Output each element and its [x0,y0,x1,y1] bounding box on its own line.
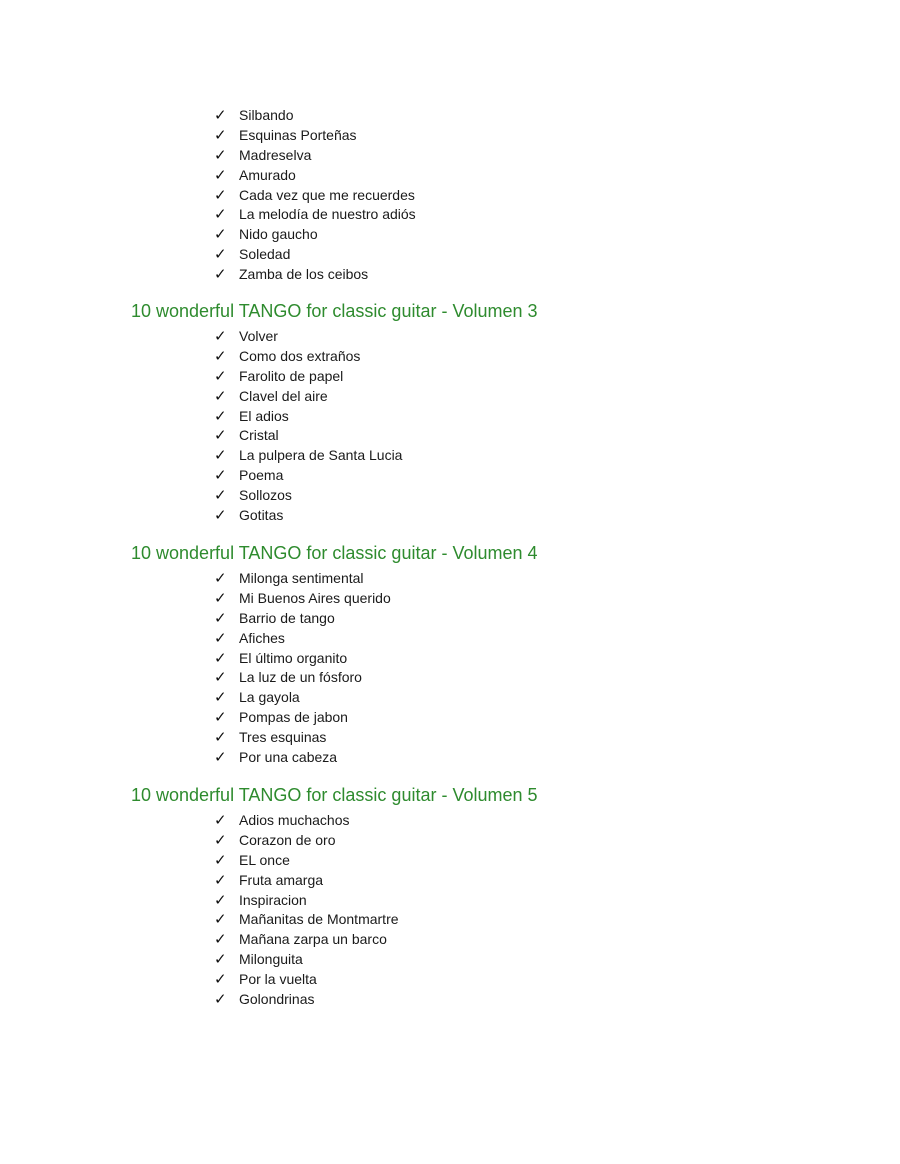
track-name: Farolito de papel [239,367,344,384]
track-item [214,569,391,589]
checkmark-icon: ✓ [214,991,227,1009]
track-item [214,930,399,950]
track-item [214,205,416,225]
track-item [214,225,416,245]
track-item [214,990,399,1010]
track-name: Cada vez que me recuerdes [239,186,415,203]
checkmark-icon: ✓ [214,146,227,164]
track-name: El último organito [239,649,348,666]
checkmark-icon: ✓ [214,427,227,445]
track-name: Mi Buenos Aires querido [239,589,391,606]
track-item [214,668,391,688]
checkmark-icon: ✓ [214,467,227,485]
track-item [214,426,402,446]
checkmark-icon: ✓ [214,226,227,244]
track-name: Pompas de jabon [239,709,348,726]
track-list-volume-3 [214,327,402,526]
track-item [214,245,416,265]
checkmark-icon: ✓ [214,407,227,425]
track-item [214,446,402,466]
checkmark-icon: ✓ [214,570,227,587]
checkmark-icon: ✓ [214,367,227,385]
track-name: Golondrinas [239,991,315,1008]
track-item [214,327,402,347]
track-name: Nido gaucho [239,226,318,243]
track-name: Por una cabeza [239,749,338,766]
track-item [214,649,391,669]
volume-title: 10 wonderful TANGO for classic guitar - Volumen 4 [131,543,538,563]
checkmark-icon: ✓ [214,387,227,405]
checkmark-icon: ✓ [214,851,227,869]
track-name: Por la vuelta [239,971,317,988]
track-item [214,851,399,871]
track-item [214,950,399,970]
track-name: Clavel del aire [239,387,328,404]
track-name: Soledad [239,246,291,263]
track-name: Silbando [239,107,294,123]
track-name: Tres esquinas [239,729,327,746]
track-name: Sollozos [239,487,292,504]
track-item [214,466,402,486]
track-item [214,106,416,126]
track-item [214,387,402,407]
track-name: La pulpera de Santa Lucia [239,447,403,464]
track-item [214,146,416,166]
track-name: Esquinas Porteñas [239,126,357,143]
track-name: Corazon de oro [239,831,336,848]
checkmark-icon: ✓ [214,629,227,647]
checkmark-icon: ✓ [214,891,227,909]
track-item [214,506,402,526]
checkmark-icon: ✓ [214,186,227,204]
checkmark-icon: ✓ [214,487,227,505]
track-item [214,126,416,146]
track-item [214,910,399,930]
checkmark-icon: ✓ [214,107,227,124]
track-item [214,265,416,285]
track-name: La gayola [239,689,300,706]
track-item [214,688,391,708]
track-list-volume-4 [214,569,391,768]
checkmark-icon: ✓ [214,911,227,929]
track-name: Amurado [239,166,296,183]
track-list-volume-5 [214,811,399,1010]
checkmark-icon: ✓ [214,689,227,707]
track-name: Milonguita [239,951,303,968]
track-item [214,831,399,851]
track-name: Afiches [239,629,285,646]
track-name: Gotitas [239,507,284,524]
track-name: Adios muchachos [239,812,350,828]
checkmark-icon: ✓ [214,126,227,144]
track-item [214,629,391,649]
checkmark-icon: ✓ [214,749,227,767]
track-name: La luz de un fósforo [239,669,362,686]
track-name: EL once [239,851,290,868]
volume-title: 10 wonderful TANGO for classic guitar - Volumen 3 [131,301,538,321]
track-item [214,186,416,206]
track-name: Volver [239,328,278,344]
checkmark-icon: ✓ [214,649,227,667]
checkmark-icon: ✓ [214,709,227,727]
checkmark-icon: ✓ [214,609,227,627]
checkmark-icon: ✓ [214,971,227,989]
track-name: Inspiracion [239,891,307,908]
track-name: Mañana zarpa un barco [239,931,387,948]
checkmark-icon: ✓ [214,931,227,949]
checkmark-icon: ✓ [214,507,227,525]
track-item [214,728,391,748]
checkmark-icon: ✓ [214,447,227,465]
track-name: La melodía de nuestro adiós [239,206,416,223]
track-item [214,166,416,186]
track-name: Zamba de los ceibos [239,266,369,283]
track-item [214,970,399,990]
volume-title: 10 wonderful TANGO for classic guitar - Volumen 5 [131,785,538,805]
track-name: Barrio de tango [239,609,335,626]
track-name: Madreselva [239,146,312,163]
track-name: Como dos extraños [239,347,361,364]
checkmark-icon: ✓ [214,206,227,224]
checkmark-icon: ✓ [214,266,227,284]
checkmark-icon: ✓ [214,347,227,365]
track-item [214,589,391,609]
track-item [214,609,391,629]
track-name: Mañanitas de Montmartre [239,911,399,928]
track-name: Cristal [239,427,279,444]
track-item [214,811,399,831]
checkmark-icon: ✓ [214,951,227,969]
track-item [214,347,402,367]
track-list-continued [214,106,416,285]
track-item [214,407,402,427]
track-item [214,748,391,768]
track-item [214,891,399,911]
checkmark-icon: ✓ [214,831,227,849]
track-name: Fruta amarga [239,871,324,888]
checkmark-icon: ✓ [214,589,227,607]
checkmark-icon: ✓ [214,729,227,747]
track-item [214,367,402,387]
checkmark-icon: ✓ [214,812,227,829]
checkmark-icon: ✓ [214,246,227,264]
track-item [214,708,391,728]
track-name: Milonga sentimental [239,570,364,586]
track-name: Poema [239,467,284,484]
track-item [214,871,399,891]
checkmark-icon: ✓ [214,328,227,345]
checkmark-icon: ✓ [214,669,227,687]
checkmark-icon: ✓ [214,871,227,889]
track-name: El adios [239,407,289,424]
checkmark-icon: ✓ [214,166,227,184]
track-item [214,486,402,506]
